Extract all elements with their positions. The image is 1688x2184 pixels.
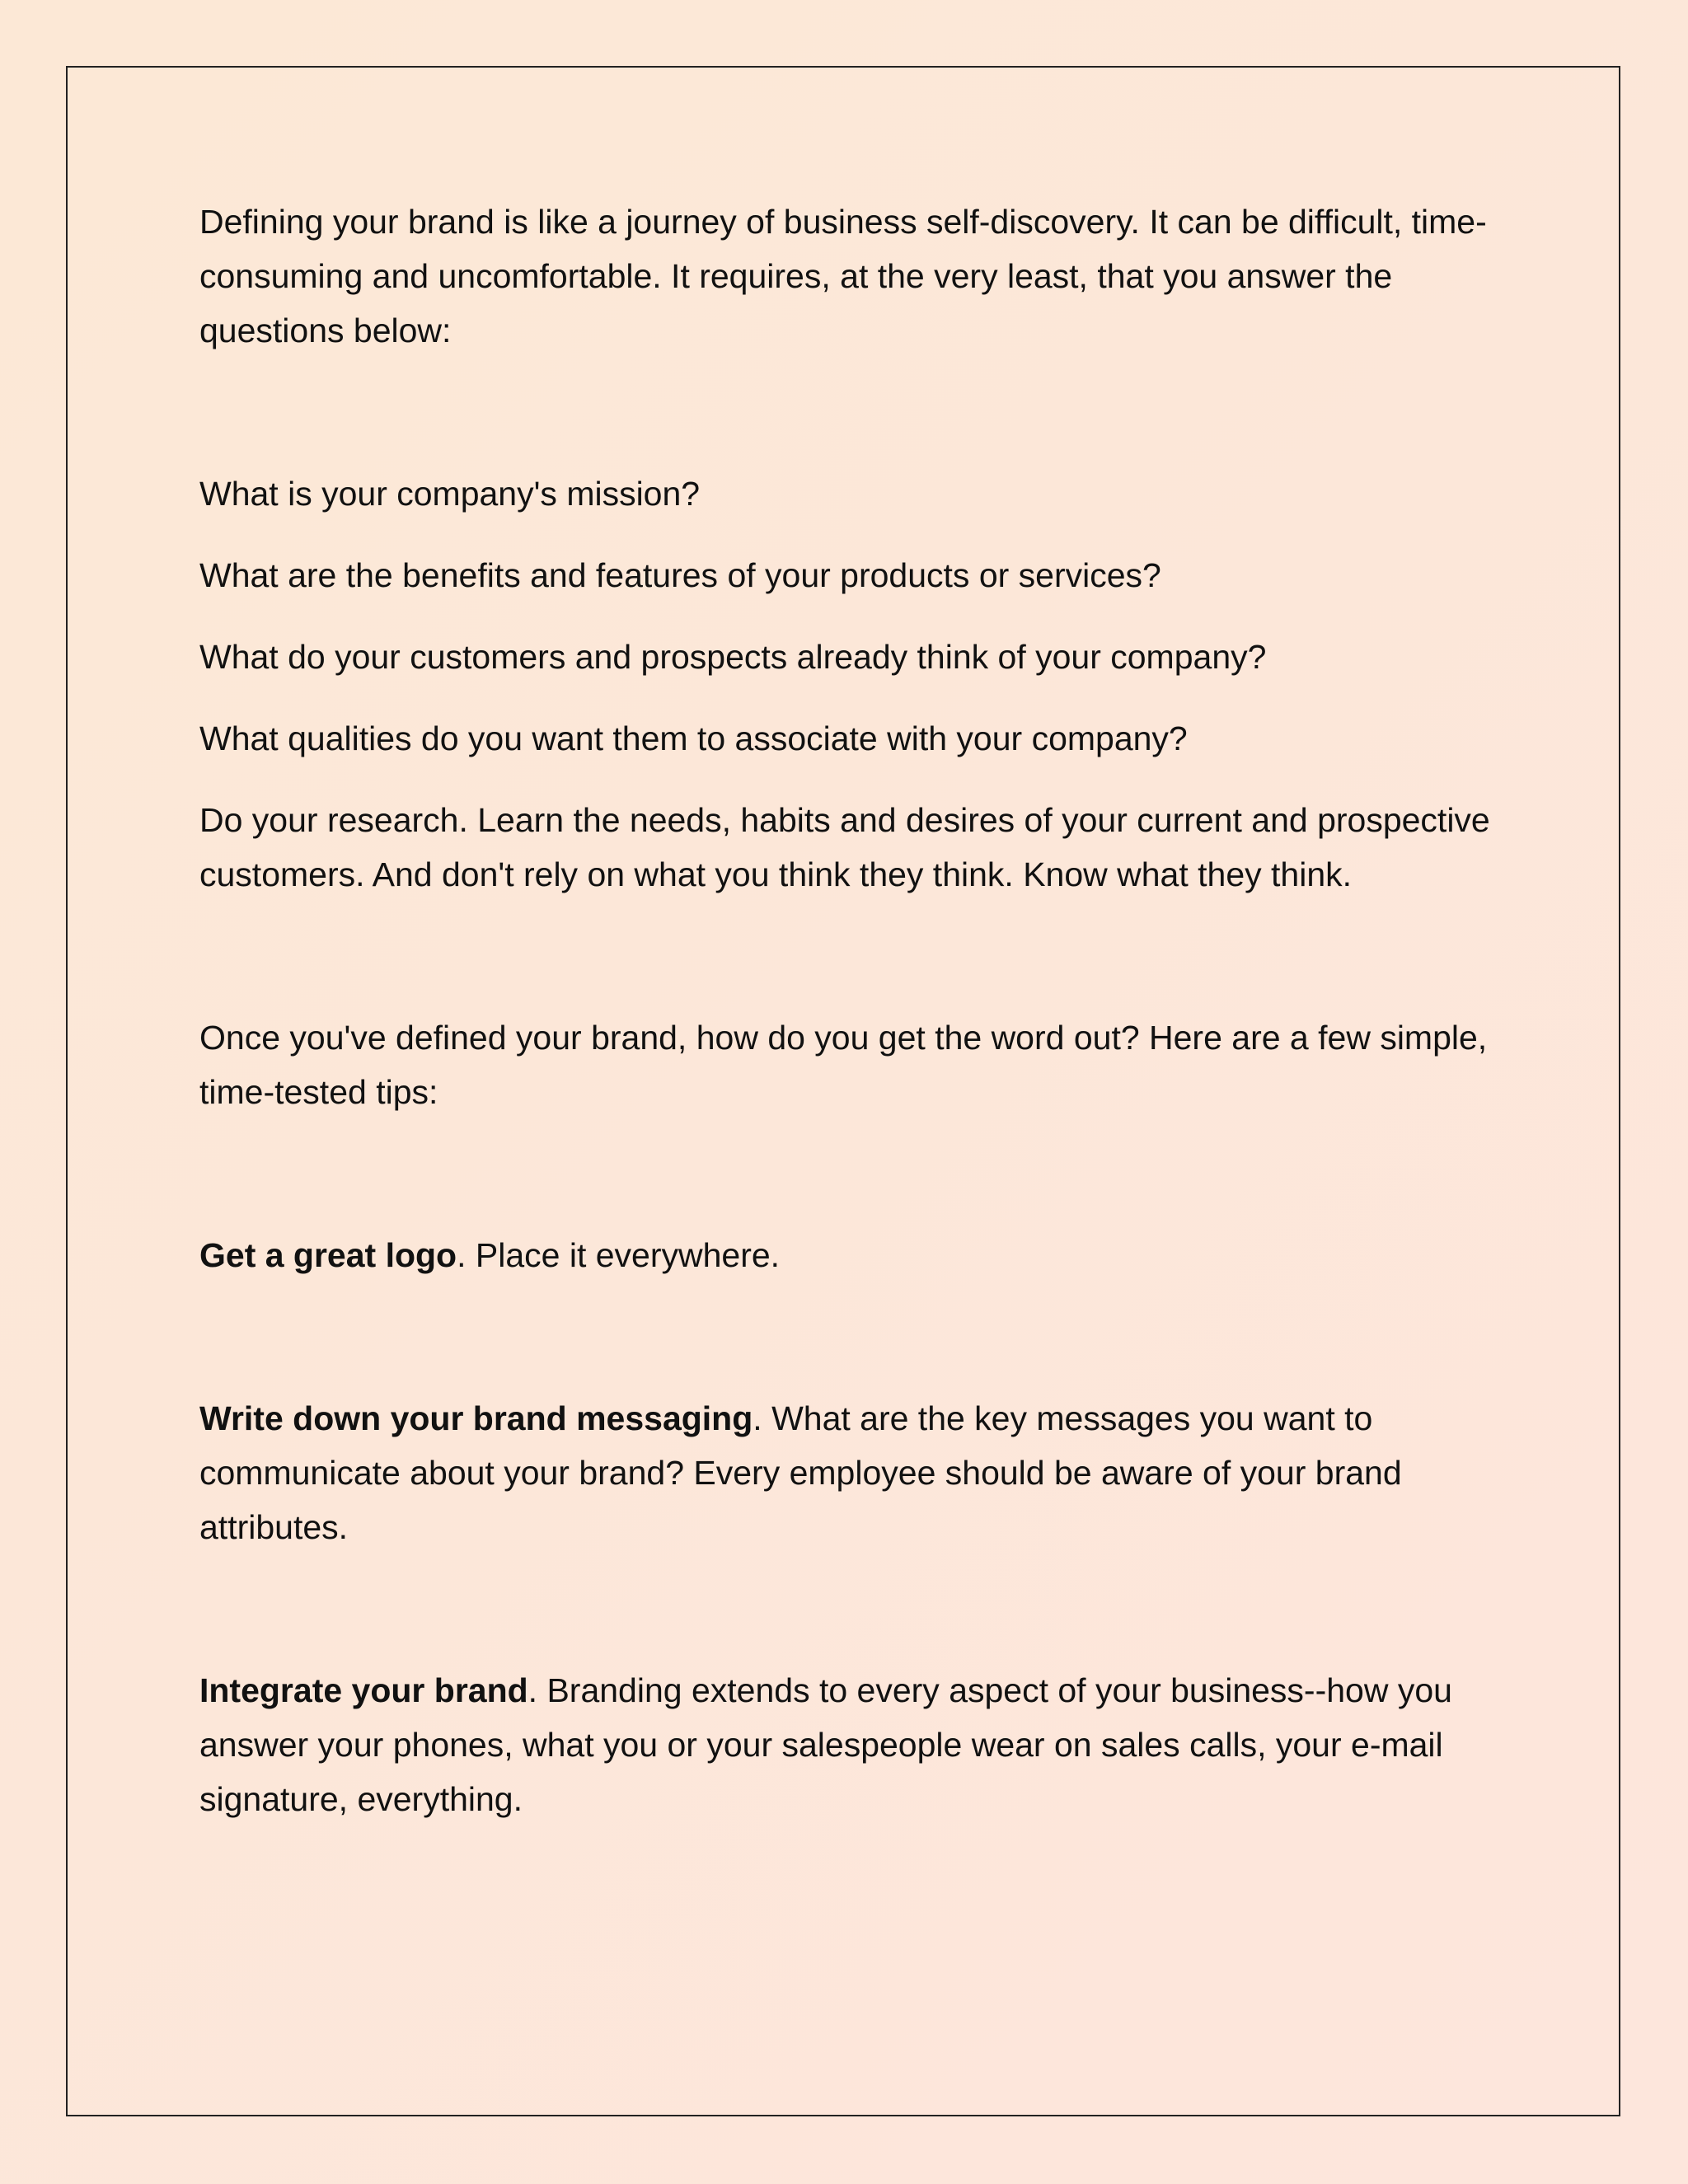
tip-integrate xyxy=(199,1663,1502,1826)
tip-text: . Branding extends to every aspect of your business--how you answer your phones, what you or your salespeople wear on sales calls, your e-mail signature, everything. xyxy=(199,1671,1452,1818)
tip-text: . Place it everywhere. xyxy=(457,1236,781,1274)
tip-messaging xyxy=(199,1391,1502,1554)
question-customer-perception: What do your customers and prospects already think of your company? xyxy=(199,638,1267,676)
question-qualities: What qualities do you want them to associate with your company? xyxy=(199,719,1188,757)
question-benefits: What are the benefits and features of your products or services? xyxy=(199,556,1161,594)
tip-title: Write down your brand messaging xyxy=(199,1399,753,1437)
tips-intro-paragraph: Once you've defined your brand, how do you get the word out? Here are a few simple, time-tested tips: xyxy=(199,1019,1488,1111)
tip-logo xyxy=(199,1228,1502,1282)
tip-title: Get a great logo xyxy=(199,1236,457,1274)
tip-title: Integrate your brand xyxy=(199,1671,528,1709)
tip-text: . What are the key messages you want to communicate about your brand? Every employee should be aware of your brand attributes. xyxy=(199,1399,1402,1546)
research-paragraph: Do your research. Learn the needs, habits and desires of your current and prospective customers. And don't rely on what you think they think. Know what they think. xyxy=(199,801,1490,893)
document-body xyxy=(199,194,1502,1935)
question-mission: What is your company's mission? xyxy=(199,475,701,513)
intro-paragraph: Defining your brand is like a journey of business self-discovery. It can be difficult, time-consuming and uncomfortable. It requires, at the very least, that you answer the questions below: xyxy=(199,203,1487,349)
